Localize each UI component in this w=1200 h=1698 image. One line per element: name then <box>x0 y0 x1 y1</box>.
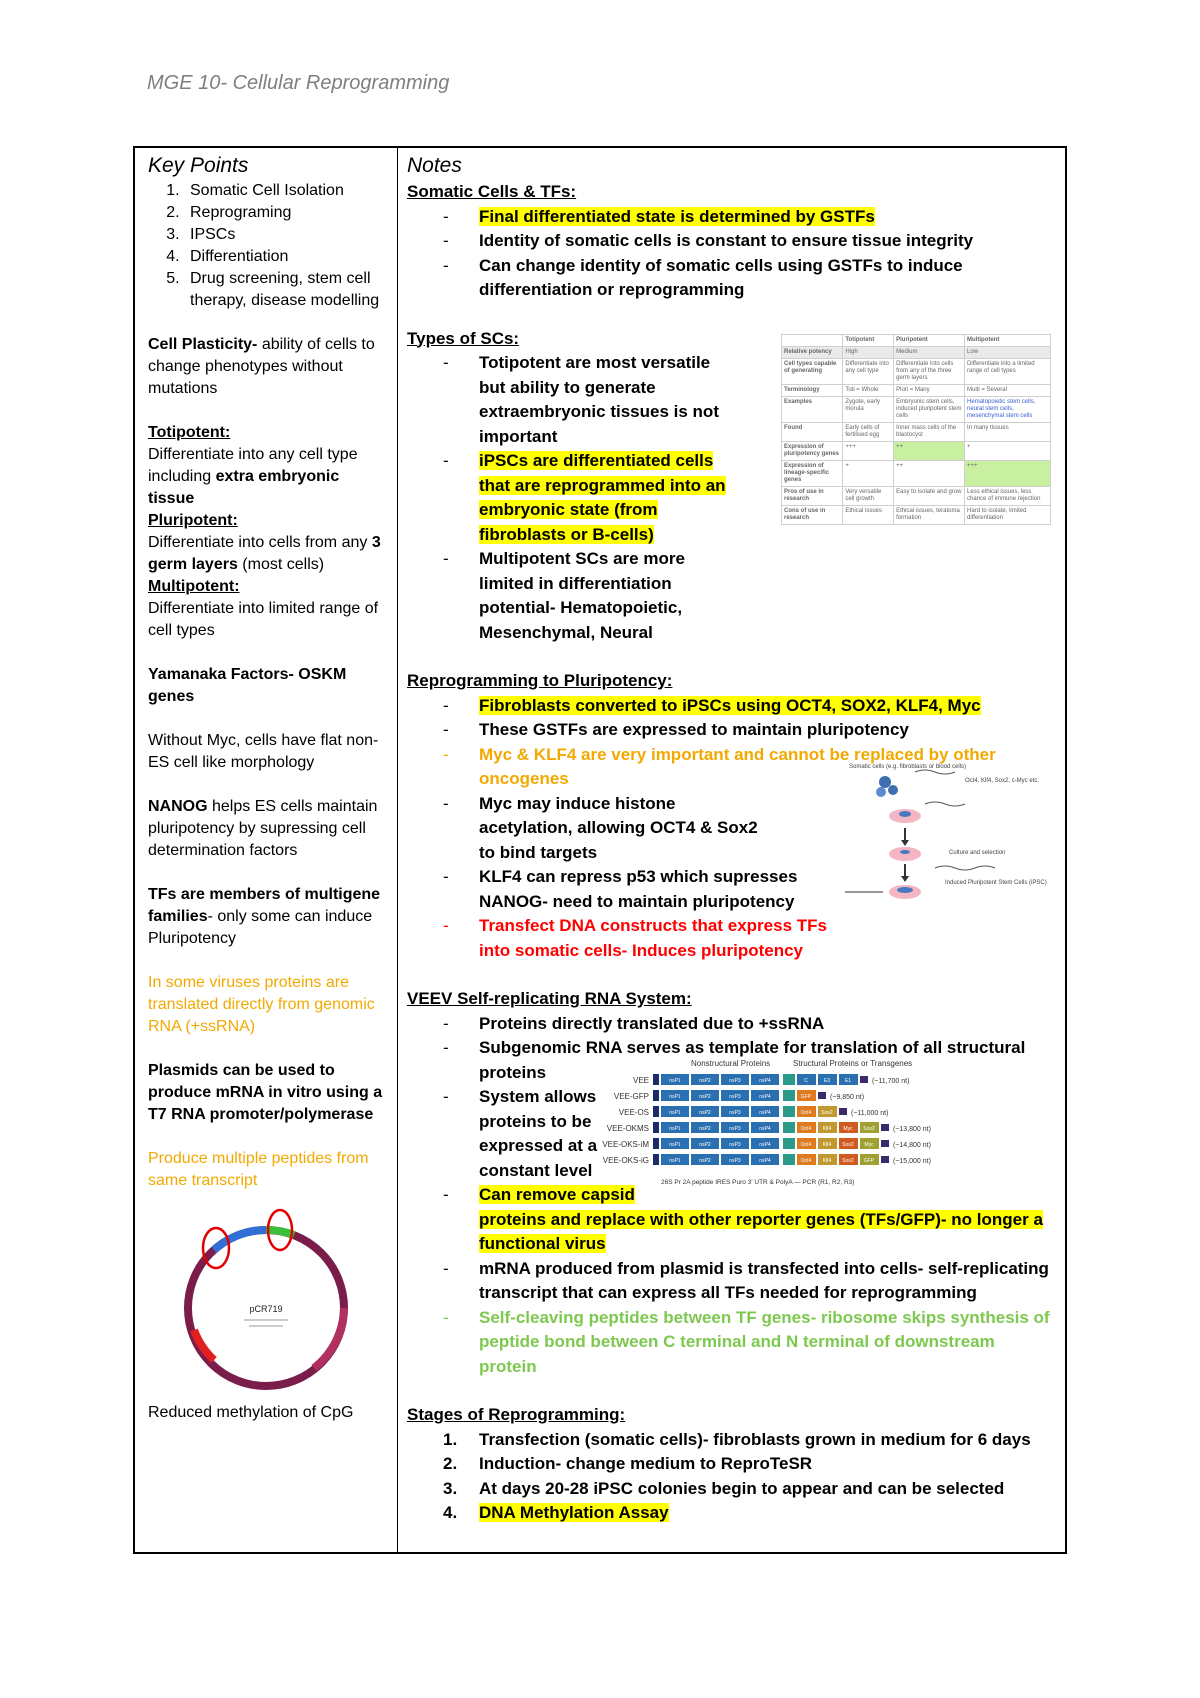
list-item: - System allows proteins to be expressed at a constant level <box>407 1085 599 1183</box>
somatic-cells-list <box>407 205 1057 303</box>
svg-text:Somatic cells (e.g. fibroblast: Somatic cells (e.g. fibroblasts or blood cells) <box>849 764 967 770</box>
list-item: - Subgenomic RNA serves as template for translation of all structural proteins <box>407 1036 1057 1085</box>
stem-cell-comparison-table <box>781 334 1051 628</box>
table-header-cell: Totipotent <box>843 335 894 347</box>
veev-nsp-label: nsP1 <box>669 1142 681 1148</box>
veev-row-label: VEE-GFP <box>613 1092 649 1101</box>
veev-row-label: VEE-OKS-iG <box>602 1156 649 1165</box>
table-cell: Ethical issues, teratoma formation <box>894 506 965 525</box>
svg-text:Induced Pluripotent Stem Cells: Induced Pluripotent Stem Cells (iPSC) <box>945 880 1047 886</box>
table-cell: Pros of use in research <box>782 487 843 506</box>
list-item: - iPSCs are differentiated cells that are reprogrammed into an embryonic state (from fibroblasts or B-cells) <box>407 449 739 547</box>
table-row <box>782 397 1051 423</box>
list-item: 3. At days 20-28 iPSC colonies begin to appear and can be selected <box>443 1478 1005 1498</box>
veev-size-label: (~9,850 nt) <box>830 1094 865 1101</box>
multipotent-note: Differentiate into limited range of cell types <box>148 600 379 639</box>
plasmid-label: pCR719 <box>249 1304 283 1314</box>
veev-nsp-label: nsP3 <box>729 1110 741 1116</box>
stages-list <box>407 1428 1057 1526</box>
multipotent-heading: Multipotent: <box>148 578 240 595</box>
veev-promoter <box>783 1106 795 1117</box>
veev-nsp-label: nsP3 <box>729 1158 741 1164</box>
table-cell: Terminology <box>782 385 843 397</box>
table-row <box>782 423 1051 442</box>
veev-legend: 26S Pr 2A peptide IRES Puro 3' UTR & PolyA — PCR (R1, R2, R3) <box>661 1179 855 1186</box>
table-cell: Embryonic stem cells, induced pluripotent stem cells <box>894 397 965 423</box>
table-header-cell <box>782 335 843 347</box>
veev-row-label: VEE <box>632 1076 649 1085</box>
list-item: - Totipotent are most versatile but ability to generate extraembryonic tissues is not important <box>407 351 739 449</box>
table-cell: + <box>965 442 1051 461</box>
key-points-list <box>148 180 388 312</box>
veev-tail-label: Sox2 <box>821 1110 833 1116</box>
veev-tail-label: Sox2 <box>863 1126 875 1132</box>
table-cell: Found <box>782 423 843 442</box>
veev-row-label: VEE-OKS-iM <box>602 1140 649 1149</box>
list-item: - Can remove capsid proteins and replace with other reporter genes (TFs/GFP)- no longer a functional virus <box>407 1183 1057 1257</box>
table-header-cell: Multipotent <box>965 335 1051 347</box>
table-cell: Very versatile cell growth <box>843 487 894 506</box>
key-points-column <box>148 152 388 1424</box>
veev-size-label: (~13,800 nt) <box>893 1126 931 1133</box>
myc-note: Without Myc, cells have flat non-ES cell like morphology <box>148 732 379 771</box>
veev-promoter <box>783 1074 795 1085</box>
list-item: - Self-cleaving peptides between TF genes- ribosome skips synthesis of peptide bond between C terminal and N terminal of downstream protein <box>407 1306 1057 1380</box>
veev-promoter <box>783 1090 795 1101</box>
list-item: - Fibroblasts converted to iPSCs using OCT4, SOX2, KLF4, Myc <box>407 694 1057 719</box>
nanog-note: NANOG helps ES cells maintain pluripotency by supressing cell determination factors <box>148 798 378 859</box>
veev-nsp-label: nsP3 <box>729 1094 741 1100</box>
table-cell: Expression of pluripotency genes <box>782 442 843 461</box>
table-cell: Inner mass cells of the blastocyst <box>894 423 965 442</box>
veev-nsp-label: nsP4 <box>759 1158 771 1164</box>
veev-cap <box>653 1122 659 1133</box>
veev-tail-label: E1 <box>844 1078 852 1084</box>
pluripotent-note: Differentiate into cells from any 3 germ layers (most cells) <box>148 534 381 573</box>
column-divider <box>397 148 398 1552</box>
veev-size-label: (~14,800 nt) <box>893 1142 931 1149</box>
veev-nsp-label: nsP1 <box>669 1078 681 1084</box>
veev-size-label: (~11,000 nt) <box>851 1110 889 1117</box>
veev-nsp-label: nsP1 <box>669 1126 681 1132</box>
veev-tail-label: Oct4 <box>800 1110 812 1116</box>
list-item: - Myc & KLF4 are very important and cannot be replaced by other oncogenes <box>407 743 1057 792</box>
table-cell: Differentiate into a limited range of cell types <box>965 359 1051 385</box>
totipotent-heading: Totipotent: <box>148 424 231 441</box>
key-points-title: Key Points <box>148 154 249 177</box>
list-item: 4. Differentiation <box>184 246 388 268</box>
list-item: - Identity of somatic cells is constant to ensure tissue integrity <box>407 229 1057 254</box>
list-item: 3. IPSCs <box>184 224 388 246</box>
veev-nsp-label: nsP2 <box>699 1142 711 1148</box>
veev-tail-label: C <box>804 1078 808 1084</box>
veev-utr <box>860 1076 868 1083</box>
table-cell: Toti = Whole <box>843 385 894 397</box>
list-item: - Can change identity of somatic cells using GSTFs to induce differentiation or reprogramming <box>407 254 1057 303</box>
veev-tail-label: Myc <box>843 1126 853 1132</box>
section-title: Types of SCs: <box>407 328 520 348</box>
tfs-note: TFs are members of multigene families- only some can induce Pluripotency <box>148 886 381 947</box>
table-cell: Cons of use in research <box>782 506 843 525</box>
veev-nsp-label: nsP4 <box>759 1126 771 1132</box>
table-cell: In many tissues <box>965 423 1051 442</box>
veev-tail-label: Klf4 <box>822 1158 832 1164</box>
list-item: 2. Reprograming <box>184 202 388 224</box>
table-cell: Differentiate into any cell type <box>843 359 894 385</box>
table-row <box>782 359 1051 385</box>
veev-tail-label: Klf4 <box>822 1142 832 1148</box>
veev-nsp-label: nsP2 <box>699 1158 711 1164</box>
list-item: - Proteins directly translated due to +ssRNA <box>407 1012 1057 1037</box>
list-item: 5. Drug screening, stem cell therapy, disease modelling <box>184 268 388 312</box>
table-cell: Differentiate into cells from any of the three germ layers <box>894 359 965 385</box>
veev-nsp-label: nsP2 <box>699 1110 711 1116</box>
table-row <box>782 347 1051 359</box>
list-item: 4. DNA Methylation Assay <box>443 1503 669 1522</box>
list-item: 2. Induction- change medium to ReproTeSR <box>443 1454 813 1473</box>
notes-title: Notes <box>407 154 462 177</box>
section-title: VEEV Self-replicating RNA System: <box>407 989 692 1008</box>
list-item: - mRNA produced from plasmid is transfected into cells- self-replicating transcript that can express all TFs needed for reprogramming <box>407 1257 1057 1306</box>
list-item: - Myc may induce histone acetylation, allowing OCT4 & Sox2 to bind targets <box>407 792 769 866</box>
table-cell: Low <box>965 347 1051 359</box>
veev-nsp-label: nsP3 <box>729 1078 741 1084</box>
veev-nsp-label: nsP2 <box>699 1078 711 1084</box>
veev-tail-label: Sox2 <box>842 1142 854 1148</box>
veev-cap <box>653 1090 659 1101</box>
section-title: Somatic Cells & TFs: <box>407 182 577 201</box>
table-cell: Ethical issues <box>843 506 894 525</box>
table-cell: Hematopoietic stem cells, neural stem cells, mesenchymal stem cells <box>965 397 1051 423</box>
page-header: MGE 10- Cellular Reprogramming <box>147 72 450 94</box>
veev-header-ns: Nonstructural Proteins <box>691 1059 771 1068</box>
veev-tail-label: Klf4 <box>822 1126 832 1132</box>
veev-promoter <box>783 1122 795 1133</box>
veev-utr <box>839 1108 847 1115</box>
table-row <box>782 442 1051 461</box>
plasmid-map-figure <box>154 1200 374 1400</box>
veev-nsp-label: nsP3 <box>729 1142 741 1148</box>
veev-utr <box>881 1140 889 1147</box>
veev-cap <box>653 1154 659 1165</box>
veev-nsp-label: nsP2 <box>699 1126 711 1132</box>
veev-tail-label: GFP <box>800 1094 812 1100</box>
veev-utr <box>818 1092 826 1099</box>
svg-text:Culture and selection: Culture and selection <box>949 850 1006 856</box>
table-cell: Pluri = Many <box>894 385 965 397</box>
list-item: - These GSTFs are expressed to maintain pluripotency <box>407 718 1057 743</box>
plasmids-note: Plasmids can be used to produce mRNA in vitro using a T7 RNA promoter/polymerase <box>148 1062 383 1123</box>
table-cell: Early cells of fertilised egg <box>843 423 894 442</box>
veev-promoter <box>783 1154 795 1165</box>
list-item: 1. Somatic Cell Isolation <box>184 180 388 202</box>
section-title: Reprogramming to Pluripotency: <box>407 671 673 690</box>
table-cell: Multi = Several <box>965 385 1051 397</box>
veev-utr <box>881 1156 889 1163</box>
table-row <box>782 461 1051 487</box>
table-cell: Expression of lineage-specific genes <box>782 461 843 487</box>
yamanaka-note: Yamanaka Factors- OSKM genes <box>148 666 347 705</box>
table-cell: Medium <box>894 347 965 359</box>
veev-tail-label: GFP <box>863 1158 875 1164</box>
table-cell: +++ <box>965 461 1051 487</box>
svg-text:Oct4, Klf4, Sox2, c-Myc etc.: Oct4, Klf4, Sox2, c-Myc etc. <box>965 778 1040 784</box>
notes-table <box>133 146 1067 1554</box>
totipotent-note: Differentiate into any cell type including extra embryonic tissue <box>148 446 358 507</box>
veev-cap <box>653 1106 659 1117</box>
table-cell: Easy to isolate and grow <box>894 487 965 506</box>
table-cell: +++ <box>843 442 894 461</box>
methylation-note: Reduced methylation of CpG <box>148 1404 354 1421</box>
table-cell: ++ <box>894 461 965 487</box>
table-cell: Cell types capable of generating <box>782 359 843 385</box>
veev-tail-label: E3 <box>823 1078 831 1084</box>
veev-nsp-label: nsP1 <box>669 1110 681 1116</box>
table-cell: Zygote, early morula <box>843 397 894 423</box>
veev-header-st: Structural Proteins or Transgenes <box>793 1059 913 1068</box>
table-cell: Examples <box>782 397 843 423</box>
list-item: - Multipotent SCs are more limited in differentiation potential- Hematopoietic, Mesenchymal, Neural <box>407 547 739 645</box>
table-cell: Relative potency <box>782 347 843 359</box>
list-item: 1. Transfection (somatic cells)- fibroblasts grown in medium for 6 days <box>443 1429 1031 1449</box>
veev-nsp-label: nsP1 <box>669 1094 681 1100</box>
veev-nsp-label: nsP4 <box>759 1142 771 1148</box>
table-cell: High <box>843 347 894 359</box>
table-row <box>782 487 1051 506</box>
plasticity-note: Cell Plasticity- ability of cells to change phenotypes without mutations <box>148 336 375 397</box>
veev-tail-label: Sox2 <box>842 1158 854 1164</box>
veev-cap <box>653 1138 659 1149</box>
veev-size-label: (~15,000 nt) <box>893 1158 931 1165</box>
veev-nsp-label: nsP3 <box>729 1126 741 1132</box>
table-row <box>782 385 1051 397</box>
section-title: Stages of Reprogramming: <box>407 1405 626 1424</box>
veev-nsp-label: nsP1 <box>669 1158 681 1164</box>
veev-row-label: VEE-OKMS <box>606 1124 649 1133</box>
veev-nsp-label: nsP4 <box>759 1078 771 1084</box>
veev-tail-label: Oct4 <box>800 1158 812 1164</box>
veev-nsp-label: nsP2 <box>699 1094 711 1100</box>
veev-tail-label: Oct4 <box>800 1126 812 1132</box>
peptides-note: Produce multiple peptides from same transcript <box>148 1150 369 1189</box>
table-cell: + <box>843 461 894 487</box>
table-header-cell: Pluripotent <box>894 335 965 347</box>
veev-constructs-figure <box>581 1056 931 1192</box>
veev-size-label: (~11,700 nt) <box>872 1078 910 1085</box>
pluripotent-heading: Pluripotent: <box>148 512 238 529</box>
veev-nsp-label: nsP4 <box>759 1094 771 1100</box>
veev-promoter <box>783 1138 795 1149</box>
veev-row-label: VEE-OS <box>618 1108 649 1117</box>
viruses-note: In some viruses proteins are translated directly from genomic RNA (+ssRNA) <box>148 974 375 1035</box>
reprogramming-diagram <box>845 756 1055 906</box>
veev-tail-label: Myc <box>864 1142 874 1148</box>
table-cell: Hard to isolate, limited differentiation <box>965 506 1051 525</box>
list-item: - KLF4 can repress p53 which supresses NANOG- need to maintain pluripotency <box>407 865 809 914</box>
list-item: - Final differentiated state is determined by GSTFs <box>407 205 1057 230</box>
veev-tail-label: Oct4 <box>800 1142 812 1148</box>
table-cell: Less ethical issues, less chance of immune rejection <box>965 487 1051 506</box>
list-item: - Transfect DNA constructs that express TFs into somatic cells- Induces pluripotency <box>407 914 829 963</box>
table-header-row <box>782 335 1051 347</box>
veev-nsp-label: nsP4 <box>759 1110 771 1116</box>
table-cell: ++ <box>894 442 965 461</box>
veev-cap <box>653 1074 659 1085</box>
veev-utr <box>881 1124 889 1131</box>
table-row <box>782 506 1051 525</box>
